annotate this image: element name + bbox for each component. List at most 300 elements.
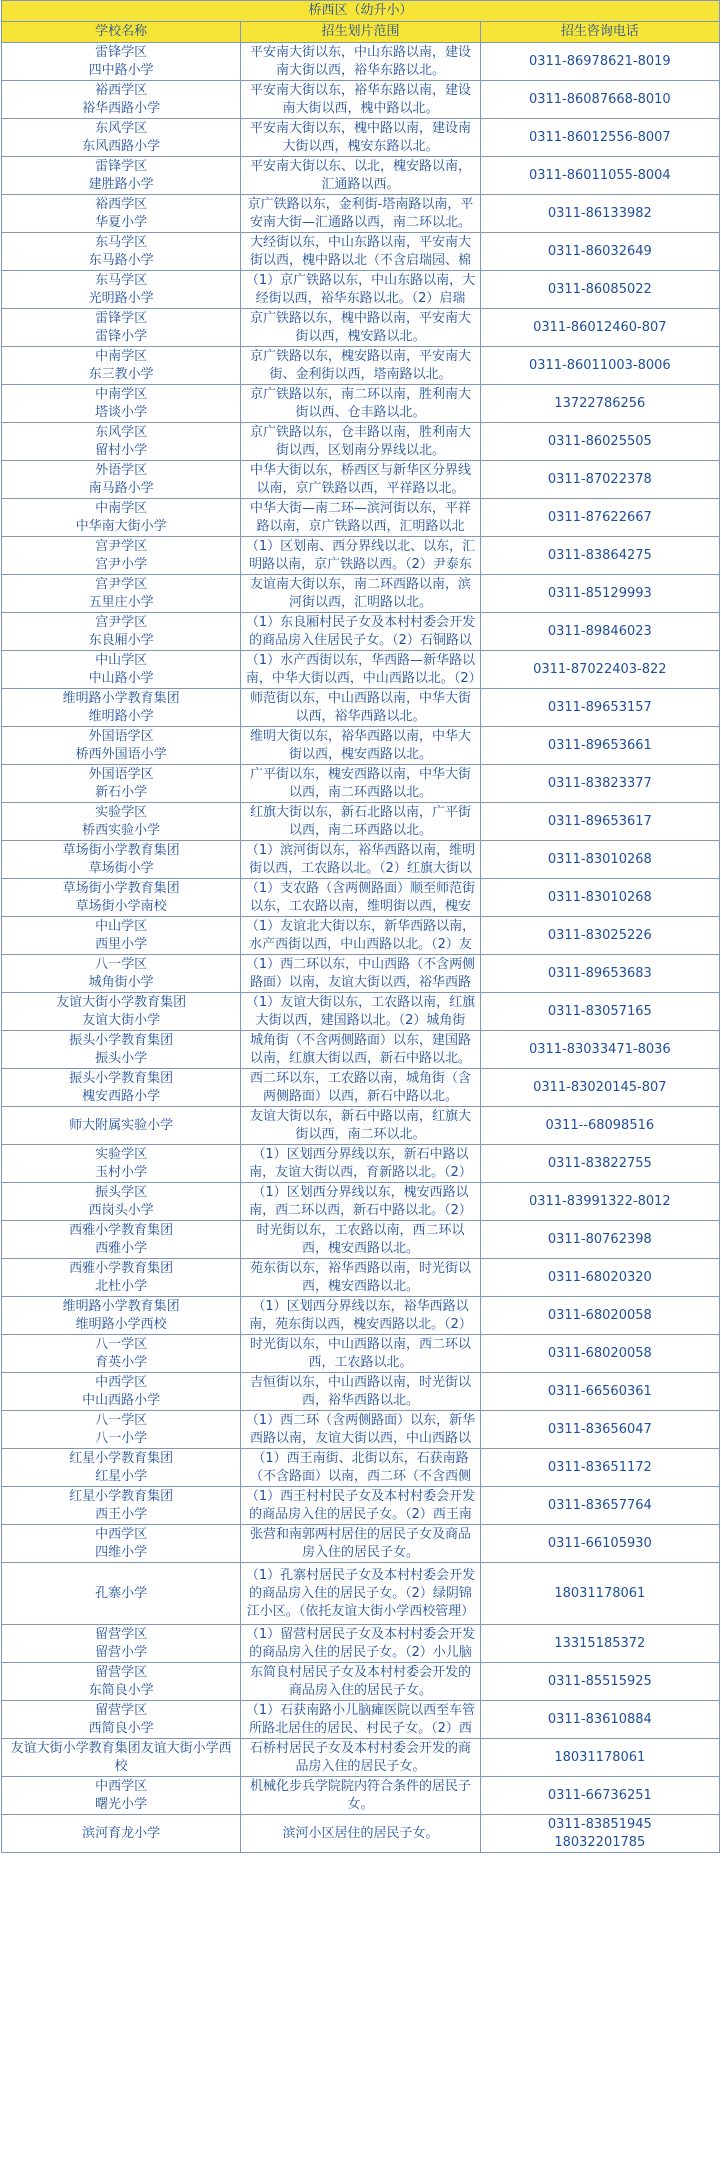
phone-cell-text: 0311-86012460-807 bbox=[533, 319, 667, 335]
school-name-cell bbox=[2, 917, 241, 955]
phone-cell bbox=[480, 575, 719, 613]
phone-cell bbox=[480, 1221, 719, 1259]
phone-cell bbox=[480, 803, 719, 841]
phone-cell bbox=[480, 1663, 719, 1701]
phone-cell-text: 0311-83651172 bbox=[547, 1459, 652, 1475]
phone-cell bbox=[480, 537, 719, 575]
enrollment-range-cell bbox=[241, 119, 480, 157]
phone-cell bbox=[480, 1069, 719, 1107]
table-row bbox=[2, 689, 720, 727]
enrollment-range-cell-text: 时光街以东，工农路以南，西二环以西，槐安西路以北。 bbox=[256, 1222, 465, 1256]
school-name-cell bbox=[2, 81, 241, 119]
enrollment-range-cell bbox=[241, 1739, 480, 1777]
enrollment-range-cell-text: 西二环以东，工农路以南，城角街（含两侧路面）以西，新石中路以北。 bbox=[249, 1070, 471, 1104]
phone-cell-text: 0311-83010268 bbox=[547, 851, 652, 867]
table-row bbox=[2, 955, 720, 993]
enrollment-range-cell bbox=[241, 1221, 480, 1259]
school-name-cell-text: 实验学区 玉村小学 bbox=[95, 1146, 148, 1180]
phone-cell-text: 0311-86025505 bbox=[547, 433, 652, 449]
school-name-cell bbox=[2, 309, 241, 347]
enrollment-range-cell bbox=[241, 879, 480, 917]
enrollment-range-cell bbox=[241, 1449, 480, 1487]
enrollment-range-cell bbox=[241, 841, 480, 879]
school-name-cell bbox=[2, 1335, 241, 1373]
phone-cell bbox=[480, 195, 719, 233]
enrollment-range-cell-text: 友谊南大街以东，南二环西路以南，滨河街以西，汇明路以北。 bbox=[249, 576, 471, 610]
phone-cell bbox=[480, 727, 719, 765]
phone-cell-text: 0311-83851945 18032201785 bbox=[547, 1816, 652, 1850]
phone-cell bbox=[480, 1335, 719, 1373]
phone-cell-text: 0311-66560361 bbox=[547, 1383, 652, 1399]
enrollment-range-cell bbox=[241, 1107, 480, 1145]
phone-cell bbox=[480, 1373, 719, 1411]
phone-cell-text: 0311-87622667 bbox=[547, 509, 652, 525]
phone-cell-text: 0311-89653661 bbox=[547, 737, 652, 753]
table-row bbox=[2, 727, 720, 765]
enrollment-range-cell-text: 京广铁路以东，槐安路以南，平安南大街、金利街以西，塔南路以北。 bbox=[249, 348, 471, 382]
phone-cell-text: 0311-68020320 bbox=[547, 1269, 652, 1285]
enrollment-range-cell-text: （1）西王南街、北街以东，石获南路（不含路面）以南，西二环（不含西侧 bbox=[249, 1450, 471, 1484]
enrollment-range-cell-text: 京广铁路以东，南二环以南，胜利南大街以西、仓丰路以北。 bbox=[249, 386, 471, 420]
school-name-cell bbox=[2, 765, 241, 803]
table-row bbox=[2, 1449, 720, 1487]
table-row bbox=[2, 651, 720, 689]
school-name-cell-text: 红星小学教育集团 西王小学 bbox=[69, 1488, 174, 1522]
table-row bbox=[2, 1701, 720, 1739]
enrollment-range-cell bbox=[241, 499, 480, 537]
phone-cell-text: 0311-86978621-8019 bbox=[528, 53, 671, 69]
school-name-cell-text: 友谊大街小学教育集团友谊大街小学西校 bbox=[10, 1740, 232, 1774]
enrollment-range-cell bbox=[241, 1183, 480, 1221]
school-name-cell-text: 振头学区 西岗头小学 bbox=[88, 1184, 154, 1218]
table-row bbox=[2, 119, 720, 157]
enrollment-range-cell bbox=[241, 1563, 480, 1625]
table-row bbox=[2, 1069, 720, 1107]
school-name-cell bbox=[2, 1777, 241, 1815]
table-row bbox=[2, 1221, 720, 1259]
school-name-cell-text: 维明路小学教育集团 维明路小学 bbox=[62, 690, 180, 724]
phone-cell-text: 0311-86032649 bbox=[547, 243, 652, 259]
school-name-cell-text: 宫尹学区 五里庄小学 bbox=[88, 576, 154, 610]
phone-cell bbox=[480, 765, 719, 803]
table-row bbox=[2, 271, 720, 309]
table-row bbox=[2, 1335, 720, 1373]
school-name-cell bbox=[2, 1183, 241, 1221]
phone-cell-text: 0311-86133982 bbox=[547, 205, 652, 221]
enrollment-range-cell-text: 京广铁路以东，金利街-塔南路以南，平安南大街—汇通路以西，南二环以北。 bbox=[247, 196, 474, 230]
phone-cell bbox=[480, 1031, 719, 1069]
phone-cell bbox=[480, 499, 719, 537]
table-row bbox=[2, 575, 720, 613]
enrollment-range-cell bbox=[241, 81, 480, 119]
school-name-cell bbox=[2, 613, 241, 651]
enrollment-sheet bbox=[1, 0, 720, 1853]
table-row bbox=[2, 1031, 720, 1069]
table-row bbox=[2, 1739, 720, 1777]
phone-cell-text: 0311-87022378 bbox=[547, 471, 652, 487]
school-name-cell-text: 东风学区 东风西路小学 bbox=[82, 120, 161, 154]
enrollment-range-cell-text: （1）滨河街以东，裕华西路以南，维明街以西，工农路以北。（2）红旗大街以 bbox=[245, 842, 476, 876]
table-row bbox=[2, 1259, 720, 1297]
school-name-cell-text: 裕西学区 华夏小学 bbox=[95, 196, 148, 230]
table-row bbox=[2, 1777, 720, 1815]
enrollment-range-cell-text: （1）区划南、西分界线以北、以东，汇明路以南，京广铁路以西。（2）尹泰东 bbox=[245, 538, 476, 572]
phone-cell-text: 0311-83823377 bbox=[547, 775, 652, 791]
school-name-cell-text: 西雅小学教育集团 西雅小学 bbox=[69, 1222, 174, 1256]
table-row bbox=[2, 765, 720, 803]
phone-cell-text: 13315185372 bbox=[554, 1635, 646, 1651]
table-row bbox=[2, 1815, 720, 1853]
enrollment-range-cell-text: （1）石获南路小儿脑瘫医院以西至车管所路北居住的居民、村民子女。（2）西 bbox=[245, 1702, 476, 1736]
school-name-cell bbox=[2, 1069, 241, 1107]
header-range: 招生划片范围 bbox=[241, 22, 480, 43]
school-name-cell bbox=[2, 1297, 241, 1335]
enrollment-range-cell-text: （1）留营村居民子女及本村村委会开发的商品房入住的居民子女。（2）小儿脑 bbox=[245, 1626, 476, 1660]
school-name-cell-text: 八一学区 城角街小学 bbox=[88, 956, 154, 990]
phone-cell bbox=[480, 651, 719, 689]
phone-cell-text: 0311-83864275 bbox=[547, 547, 652, 563]
school-name-cell bbox=[2, 727, 241, 765]
school-name-cell-text: 中西学区 四维小学 bbox=[95, 1526, 148, 1560]
school-name-cell-text: 裕西学区 裕华西路小学 bbox=[82, 82, 161, 116]
enrollment-range-cell bbox=[241, 537, 480, 575]
enrollment-range-cell-text: （1）友谊大街以东，工农路以南，红旗大街以西，建国路以北。（2）城角街 bbox=[245, 994, 476, 1028]
phone-cell-text: 0311-83991322-8012 bbox=[528, 1193, 671, 1209]
school-name-cell bbox=[2, 233, 241, 271]
enrollment-range-cell-text: （1）支农路（含两侧路面）顺至师范街以东，工农路以南，维明街以西，槐安 bbox=[245, 880, 476, 914]
phone-cell-text: 0311-83010268 bbox=[547, 889, 652, 905]
enrollment-range-cell-text: 滨河小区居住的居民子女。 bbox=[282, 1825, 439, 1841]
school-name-cell-text: 留营学区 西简良小学 bbox=[88, 1702, 154, 1736]
phone-cell bbox=[480, 119, 719, 157]
enrollment-range-cell-text: 机械化步兵学院院内符合条件的居民子女。 bbox=[249, 1778, 471, 1812]
enrollment-range-cell bbox=[241, 385, 480, 423]
school-name-cell-text: 草场街小学教育集团 草场街小学南校 bbox=[62, 880, 180, 914]
enrollment-range-cell-text: （1）孔寨村居民子女及本村村委会开发的商品房入住的居民子女。（2）绿阴锦江小区。（依托友谊大街小学西校管理） bbox=[245, 1567, 476, 1619]
enrollment-range-cell bbox=[241, 461, 480, 499]
phone-cell-text: 0311-83020145-807 bbox=[533, 1079, 667, 1095]
phone-cell-text: 0311-89653683 bbox=[547, 965, 652, 981]
table-row bbox=[2, 195, 720, 233]
school-name-cell bbox=[2, 1221, 241, 1259]
enrollment-range-cell-text: 平安南大街以东，中山东路以南，建设南大街以西，裕华东路以北。 bbox=[249, 44, 471, 78]
enrollment-range-cell-text: 京广铁路以东，槐中路以南，平安南大街以西，槐安路以北。 bbox=[249, 310, 471, 344]
table-row bbox=[2, 423, 720, 461]
table-row bbox=[2, 1487, 720, 1525]
school-name-cell bbox=[2, 157, 241, 195]
phone-cell-text: 13722786256 bbox=[554, 395, 646, 411]
table-row bbox=[2, 1411, 720, 1449]
table-row bbox=[2, 1525, 720, 1563]
school-name-cell-text: 留营学区 留营小学 bbox=[95, 1626, 148, 1660]
phone-cell-text: 0311-87022403-822 bbox=[533, 661, 667, 677]
enrollment-range-cell bbox=[241, 1297, 480, 1335]
school-name-cell bbox=[2, 1701, 241, 1739]
enrollment-range-cell bbox=[241, 423, 480, 461]
enrollment-range-cell bbox=[241, 727, 480, 765]
school-name-cell bbox=[2, 1259, 241, 1297]
school-name-cell bbox=[2, 537, 241, 575]
enrollment-range-cell bbox=[241, 765, 480, 803]
school-name-cell bbox=[2, 1625, 241, 1663]
table-row bbox=[2, 1107, 720, 1145]
phone-cell-text: 0311--68098516 bbox=[545, 1117, 655, 1133]
phone-cell-text: 0311-83033471-8036 bbox=[528, 1041, 671, 1057]
phone-cell bbox=[480, 879, 719, 917]
phone-cell-text: 0311-68020058 bbox=[547, 1345, 652, 1361]
school-name-cell bbox=[2, 1663, 241, 1701]
phone-cell-text: 0311-85515925 bbox=[547, 1673, 652, 1689]
table-row bbox=[2, 917, 720, 955]
enrollment-range-cell-text: 张营和南郭两村居住的居民子女及商品房入住的居民子女。 bbox=[249, 1526, 471, 1560]
school-name-cell-text: 中南学区 塔谈小学 bbox=[95, 386, 148, 420]
enrollment-range-cell-text: 吉恒街以东，中山西路以南，时光街以西，裕华西路以北。 bbox=[249, 1374, 471, 1408]
table-row bbox=[2, 1373, 720, 1411]
table-row bbox=[2, 993, 720, 1031]
phone-cell bbox=[480, 955, 719, 993]
enrollment-range-cell-text: （1）东良厢村民子女及本村村委会开发的商品房入住居民子女。（2）石铜路以 bbox=[245, 614, 476, 648]
phone-cell bbox=[480, 461, 719, 499]
table-row bbox=[2, 1145, 720, 1183]
enrollment-range-cell-text: 平安南大街以东，裕华东路以南，建设南大街以西，槐中路以北。 bbox=[249, 82, 471, 116]
school-name-cell bbox=[2, 385, 241, 423]
school-name-cell-text: 宫尹学区 东良厢小学 bbox=[88, 614, 154, 648]
school-name-cell bbox=[2, 955, 241, 993]
enrollment-range-cell bbox=[241, 651, 480, 689]
phone-cell-text: 0311-89653617 bbox=[547, 813, 652, 829]
table-row bbox=[2, 1625, 720, 1663]
school-name-cell bbox=[2, 1031, 241, 1069]
school-name-cell bbox=[2, 423, 241, 461]
phone-cell bbox=[480, 309, 719, 347]
enrollment-range-cell bbox=[241, 1259, 480, 1297]
enrollment-range-cell-text: 维明大街以东，裕华西路以南，中华大街以西，槐安西路以北。 bbox=[249, 728, 471, 762]
phone-cell-text: 0311-89846023 bbox=[547, 623, 652, 639]
enrollment-range-cell-text: 红旗大街以东，新石北路以南，广平街以西，南二环西路以北。 bbox=[249, 804, 471, 838]
phone-cell-text: 0311-83610884 bbox=[547, 1711, 652, 1727]
enrollment-range-cell-text: （1）京广铁路以东，中山东路以南，大经街以西，裕华东路以北。（2）启瑞 bbox=[245, 272, 476, 306]
phone-cell-text: 0311-83057165 bbox=[547, 1003, 652, 1019]
table-row bbox=[2, 385, 720, 423]
enrollment-range-cell bbox=[241, 689, 480, 727]
table-row bbox=[2, 841, 720, 879]
phone-cell-text: 0311-80762398 bbox=[547, 1231, 652, 1247]
enrollment-range-cell bbox=[241, 195, 480, 233]
enrollment-range-cell bbox=[241, 1031, 480, 1069]
enrollment-range-cell-text: （1）友谊北大街以东，新华西路以南，水产西街以西，中山西路以北。（2）友 bbox=[245, 918, 476, 952]
phone-cell-text: 0311-83657764 bbox=[547, 1497, 652, 1513]
school-name-cell bbox=[2, 347, 241, 385]
phone-cell bbox=[480, 1701, 719, 1739]
enrollment-range-cell-text: 东简良村居民子女及本村村委会开发的商品房入住的居民子女。 bbox=[249, 1664, 471, 1698]
phone-cell bbox=[480, 233, 719, 271]
enrollment-range-cell-text: （1）西二环以东，中山西路（不含两侧路面）以南，友谊大街以西，裕华西路 bbox=[245, 956, 476, 990]
enrollment-range-cell-text: （1）区划西分界线以东，新石中路以南，友谊大街以西，育新路以北。（2） bbox=[249, 1146, 472, 1180]
school-name-cell-text: 八一学区 育英小学 bbox=[95, 1336, 148, 1370]
phone-cell-text: 0311-86087668-8010 bbox=[528, 91, 671, 107]
table-row bbox=[2, 879, 720, 917]
phone-cell bbox=[480, 1145, 719, 1183]
table-row bbox=[2, 43, 720, 81]
enrollment-range-cell-text: （1）水产西街以东，华西路—新华路以南，中华大街以西，中山西路以北。（2） bbox=[245, 652, 476, 686]
header-school: 学校名称 bbox=[2, 22, 241, 43]
school-name-cell bbox=[2, 499, 241, 537]
table-row bbox=[2, 157, 720, 195]
enrollment-range-cell bbox=[241, 575, 480, 613]
phone-cell-text: 0311-83822755 bbox=[547, 1155, 652, 1171]
school-name-cell-text: 雷锋学区 建胜路小学 bbox=[88, 158, 154, 192]
enrollment-range-cell bbox=[241, 1701, 480, 1739]
enrollment-range-cell-text: 师范街以东，中山西路以南，中华大街以西，裕华西路以北。 bbox=[249, 690, 471, 724]
enrollment-table bbox=[1, 0, 720, 1853]
school-name-cell-text: 中西学区 曙光小学 bbox=[95, 1778, 148, 1812]
phone-cell-text: 0311-83025226 bbox=[547, 927, 652, 943]
phone-cell-text: 18031178061 bbox=[554, 1749, 646, 1765]
phone-cell bbox=[480, 613, 719, 651]
school-name-cell-text: 外语学区 南马路小学 bbox=[88, 462, 154, 496]
school-name-cell bbox=[2, 803, 241, 841]
phone-cell bbox=[480, 1259, 719, 1297]
enrollment-range-cell-text: 平安南大街以东、以北，槐安路以南，汇通路以西。 bbox=[249, 158, 471, 192]
school-name-cell-text: 东马学区 光明路小学 bbox=[88, 272, 154, 306]
phone-cell bbox=[480, 81, 719, 119]
enrollment-range-cell bbox=[241, 613, 480, 651]
phone-cell-text: 0311-86011055-8004 bbox=[528, 167, 671, 183]
school-name-cell bbox=[2, 1107, 241, 1145]
phone-cell bbox=[480, 1563, 719, 1625]
phone-cell-text: 0311-86012556-8007 bbox=[528, 129, 671, 145]
school-name-cell-text: 雷锋学区 雷锋小学 bbox=[95, 310, 148, 344]
school-name-cell-text: 中山学区 中山路小学 bbox=[88, 652, 154, 686]
phone-cell bbox=[480, 1777, 719, 1815]
phone-cell bbox=[480, 1449, 719, 1487]
phone-cell bbox=[480, 1525, 719, 1563]
school-name-cell bbox=[2, 461, 241, 499]
enrollment-range-cell-text: 大经街以东，中山东路以南，平安南大街以西，槐中路以北（不含启瑞园、棉 bbox=[249, 234, 471, 268]
school-name-cell bbox=[2, 879, 241, 917]
table-row bbox=[2, 309, 720, 347]
table-row bbox=[2, 1183, 720, 1221]
table-row bbox=[2, 461, 720, 499]
phone-cell bbox=[480, 1739, 719, 1777]
enrollment-range-cell-text: 友谊大街以东，新石中路以南，红旗大街以西，南二环以北。 bbox=[249, 1108, 471, 1142]
enrollment-range-cell-text: 中华大街—南二环—滨河街以东，平祥路以南，京广铁路以西，汇明路以北 bbox=[249, 500, 471, 534]
phone-cell bbox=[480, 917, 719, 955]
phone-cell bbox=[480, 1625, 719, 1663]
table-row bbox=[2, 1297, 720, 1335]
phone-cell-text: 0311-66736251 bbox=[547, 1787, 652, 1803]
phone-cell bbox=[480, 347, 719, 385]
phone-cell bbox=[480, 993, 719, 1031]
school-name-cell bbox=[2, 271, 241, 309]
school-name-cell-text: 红星小学教育集团 红星小学 bbox=[69, 1450, 174, 1484]
school-name-cell-text: 师大附属实验小学 bbox=[69, 1117, 174, 1133]
phone-cell-text: 0311-68020058 bbox=[547, 1307, 652, 1323]
enrollment-range-cell bbox=[241, 1525, 480, 1563]
enrollment-range-cell-text: （1）区划西分界线以东，裕华西路以南，苑东街以西，槐安西路以北。（2） bbox=[249, 1298, 472, 1332]
phone-cell-text: 0311-85129993 bbox=[547, 585, 652, 601]
phone-cell-text: 18031178061 bbox=[554, 1585, 646, 1601]
school-name-cell-text: 友谊大街小学教育集团 友谊大街小学 bbox=[56, 994, 187, 1028]
school-name-cell-text: 中南学区 东三教小学 bbox=[88, 348, 154, 382]
phone-cell bbox=[480, 43, 719, 81]
enrollment-range-cell-text: （1）西王村村民子女及本村村委会开发的商品房入住的居民子女。（2）西王南 bbox=[245, 1488, 476, 1522]
phone-cell bbox=[480, 1487, 719, 1525]
enrollment-range-cell-text: 石桥村居民子女及本村村委会开发的商品房入住的居民子女。 bbox=[249, 1740, 471, 1774]
enrollment-range-cell bbox=[241, 993, 480, 1031]
enrollment-range-cell bbox=[241, 1069, 480, 1107]
table-title: 桥西区（幼升小） bbox=[2, 1, 720, 22]
school-name-cell-text: 中南学区 中华南大街小学 bbox=[75, 500, 167, 534]
table-row bbox=[2, 1563, 720, 1625]
enrollment-range-cell bbox=[241, 1815, 480, 1853]
phone-cell-text: 0311-86085022 bbox=[547, 281, 652, 297]
phone-cell-text: 0311-89653157 bbox=[547, 699, 652, 715]
enrollment-range-cell bbox=[241, 1335, 480, 1373]
enrollment-range-cell-text: 时光街以东，中山西路以南，西二环以西，工农路以北。 bbox=[249, 1336, 471, 1370]
enrollment-range-cell-text: 城角街（不含两侧路面）以东，建国路以南，红旗大街以西，新石中路以北。 bbox=[249, 1032, 471, 1066]
school-name-cell-text: 雷锋学区 四中路小学 bbox=[88, 44, 154, 78]
school-name-cell-text: 振头小学教育集团 槐安西路小学 bbox=[69, 1070, 174, 1104]
school-name-cell bbox=[2, 1525, 241, 1563]
phone-cell bbox=[480, 841, 719, 879]
enrollment-range-cell bbox=[241, 1373, 480, 1411]
school-name-cell-text: 中山学区 西里小学 bbox=[95, 918, 148, 952]
table-row bbox=[2, 1663, 720, 1701]
enrollment-range-cell bbox=[241, 1487, 480, 1525]
table-row bbox=[2, 499, 720, 537]
table-row bbox=[2, 537, 720, 575]
school-name-cell bbox=[2, 1145, 241, 1183]
table-row bbox=[2, 81, 720, 119]
school-name-cell-text: 外国语学区 新石小学 bbox=[88, 766, 154, 800]
school-name-cell-text: 中西学区 中山西路小学 bbox=[82, 1374, 161, 1408]
phone-cell-text: 0311-83656047 bbox=[547, 1421, 652, 1437]
enrollment-range-cell bbox=[241, 1625, 480, 1663]
phone-cell bbox=[480, 689, 719, 727]
school-name-cell-text: 振头小学教育集团 振头小学 bbox=[69, 1032, 174, 1066]
table-body bbox=[2, 43, 720, 1853]
phone-cell bbox=[480, 1815, 719, 1853]
school-name-cell bbox=[2, 1449, 241, 1487]
school-name-cell-text: 西雅小学教育集团 北杜小学 bbox=[69, 1260, 174, 1294]
school-name-cell-text: 八一学区 八一小学 bbox=[95, 1412, 148, 1446]
school-name-cell-text: 维明路小学教育集团 维明路小学西校 bbox=[62, 1298, 180, 1332]
table-row bbox=[2, 803, 720, 841]
phone-cell bbox=[480, 1297, 719, 1335]
school-name-cell bbox=[2, 841, 241, 879]
school-name-cell-text: 宫尹学区 宫尹小学 bbox=[95, 538, 148, 572]
enrollment-range-cell bbox=[241, 1411, 480, 1449]
school-name-cell bbox=[2, 993, 241, 1031]
school-name-cell-text: 草场街小学教育集团 草场街小学 bbox=[62, 842, 180, 876]
enrollment-range-cell bbox=[241, 233, 480, 271]
enrollment-range-cell bbox=[241, 955, 480, 993]
phone-cell bbox=[480, 423, 719, 461]
enrollment-range-cell bbox=[241, 157, 480, 195]
school-name-cell bbox=[2, 1411, 241, 1449]
phone-cell bbox=[480, 1183, 719, 1221]
school-name-cell bbox=[2, 1373, 241, 1411]
phone-cell bbox=[480, 157, 719, 195]
enrollment-range-cell-text: （1）西二环（含两侧路面）以东，新华西路以南，友谊大街以西，中山西路以 bbox=[245, 1412, 476, 1446]
school-name-cell bbox=[2, 195, 241, 233]
school-name-cell bbox=[2, 1487, 241, 1525]
phone-cell bbox=[480, 385, 719, 423]
school-name-cell-text: 外国语学区 桥西外国语小学 bbox=[75, 728, 167, 762]
header-phone: 招生咨询电话 bbox=[480, 22, 719, 43]
enrollment-range-cell bbox=[241, 271, 480, 309]
